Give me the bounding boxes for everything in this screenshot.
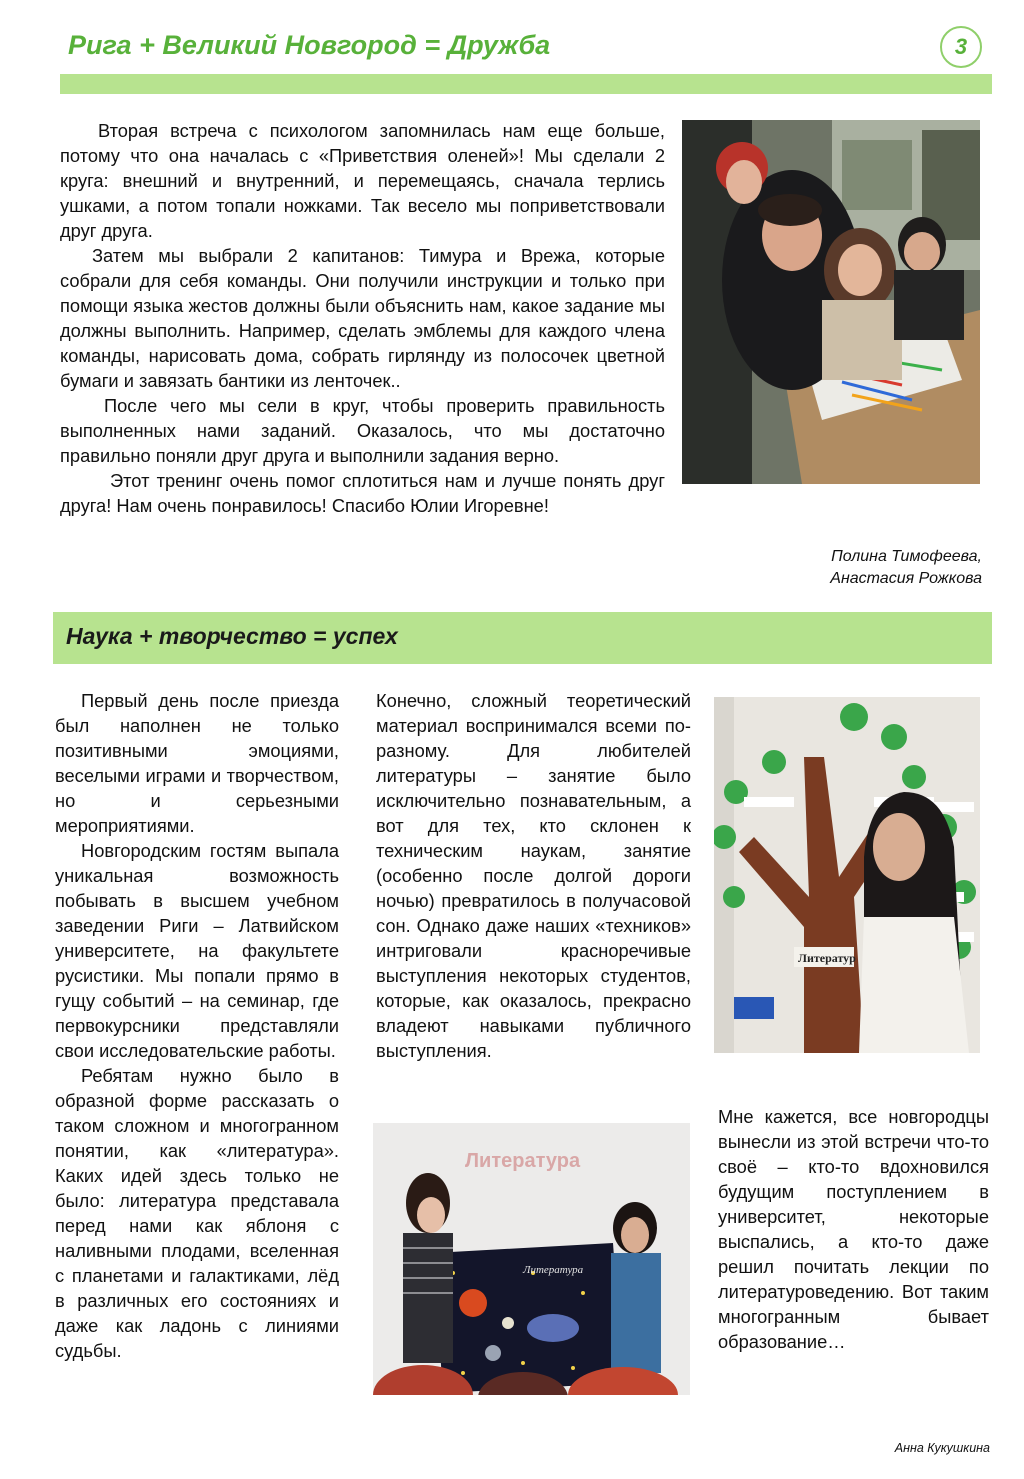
article1-paragraph: Этот тренинг очень помог сплотиться нам и лучше понять друг друга! Нам очень понравилось! Спасибо Юлии Игоревне! [60, 470, 665, 516]
author-name: Полина Тимофеева, [831, 548, 982, 565]
article1-authors [760, 546, 982, 590]
article2-author: Анна Кукушкина [894, 1441, 990, 1455]
author-name: Анастасия Рожкова [830, 570, 982, 587]
article2-paragraph: Ребятам нужно было в образной форме рассказать о таком сложном и многогранном понятии, как «литература». Каких идей здесь только не было: литература представала перед нами как яблоня с наливными плодами, вселенная с планетами и галактиками, лёд в различных его состояниях и даже как ладонь с линиями судьбы. [55, 1065, 339, 1361]
photo-tree-poster [714, 697, 980, 1053]
article2-column-1 [55, 688, 339, 1363]
header-bar [60, 74, 992, 94]
poster-label: Литература [523, 1264, 584, 1276]
article2-paragraph: Новгородским гостям выпала уникальная возможность побывать в высшем учебном заведении Риги – Латвийском университете, на факультете русистики. Мы попали прямо в гущу событий – на семинар, где первокурсники представляли свои исследовательские работы. [55, 840, 339, 1061]
article1-paragraph: Затем мы выбрали 2 капитанов: Тимура и Врежа, которые собрали для себя команды. Они получили инструкции и только при помощи языка жестов должны были объяснить нам, какое задание мы должны выполнить. Например, сделать эмблемы для каждого члена команды, нарисовать дома, собрать гирлянду из полосочек цветной бумаги и завязать бантики из ленточек.. [60, 245, 665, 391]
article2-column-2 [376, 688, 691, 1063]
section-title: Наука + творчество = успех [66, 623, 398, 649]
page-number-badge: 3 [940, 26, 982, 68]
photo-presentation [373, 1123, 690, 1395]
article2-paragraph: Мне кажется, все новгородцы вынесли из этой встречи что-то своё – кто-то вдохновился будущим поступлением в университет, некоторые выспались, а кто-то даже решил почитать лекции по литературоведению. Вот таким многогранным бывает образование… [718, 1106, 989, 1352]
article1-paragraph: Вторая встреча с психологом запомнилась нам еще больше, потому что она началась с «Приветствия оленей»! Мы сделали 2 круга: внешний и внутренний, и перемещаясь, сначала терлись ушками, а потом топали ножками. Так весело мы поприветствовали друг друга. [60, 120, 665, 241]
page-title: Рига + Великий Новгород = Дружба [68, 30, 551, 60]
tree-label: Литератур [798, 951, 856, 965]
photo-students-at-table [682, 120, 980, 484]
article2-paragraph: Конечно, сложный теоретический материал воспринимался всеми по-разному. Для любителей литературы – занятие было исключительно познавательным, а вот для тех, кто склонен к техническим наукам, занятие (особенно после долгой дороги ночью) превратилось в получасовой сон. Однако даже наших «техников» интриговали красноречивые выступления некоторых студентов, которые, как оказалось, прекрасно владеют навыками публичного выступления. [376, 690, 691, 1061]
screen-title: Литература [465, 1150, 581, 1172]
article2-paragraph: Первый день после приезда был наполнен не только позитивными эмоциями, веселыми играми и творчеством, но и серьезными мероприятиями. [55, 690, 339, 836]
article2-column-3 [718, 1104, 989, 1354]
article1-text [60, 118, 665, 518]
article1-paragraph: После чего мы сели в круг, чтобы проверить правильность выполненных нами заданий. Оказалось, что мы достаточно правильно поняли друг друга и выполнили задания верно. [60, 395, 665, 466]
